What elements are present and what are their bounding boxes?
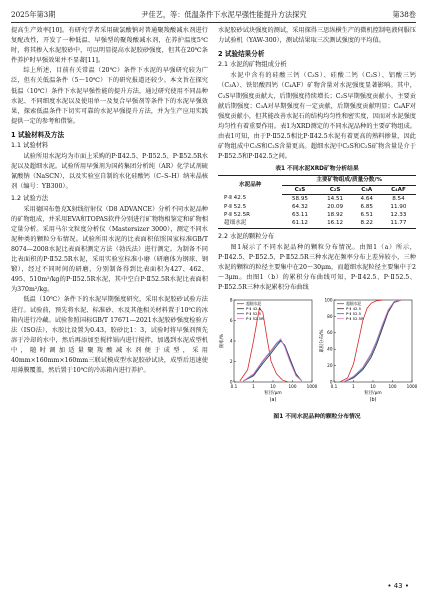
series-line xyxy=(243,339,301,381)
y-tick-label: 40 xyxy=(327,346,333,352)
y-tick-label: 6 xyxy=(229,317,233,323)
y-tick-label: 100 xyxy=(324,297,333,303)
y-tick-label: 4 xyxy=(229,338,233,344)
table-row xyxy=(218,194,416,203)
legend-label: P·Ⅱ 42.5 xyxy=(346,306,362,312)
section-2-2-text: 图1展示了不同水泥品种的颗粒分布情况。由图1（a）所示，P·Ⅱ42.5、P·Ⅱ52.5、P·Ⅱ52.5R三种水泥在频率分布上差异较小，三种水泥的颗粒的粒径主要集中在20～30μm，而超细水泥粒径主要集中于2～3μm。由图1（b）的累积分布曲线可知，P·Ⅱ42.5、P·Ⅱ52.5、P·Ⅱ52.5R三种水泥累积分布曲线 xyxy=(218,243,416,291)
legend-label: P·Ⅱ 52.5 xyxy=(346,311,362,317)
volume-label: 第38卷 xyxy=(392,10,416,19)
table-cell: 58.95 xyxy=(291,195,308,202)
table-col-c3a: C₃A xyxy=(353,185,381,194)
left-column xyxy=(11,26,208,376)
table-cell: P·Ⅱ 42.5 xyxy=(224,195,247,202)
table-cell: 64.32 xyxy=(291,203,308,210)
x-tick-label: 1 xyxy=(252,384,255,390)
chart-b xyxy=(318,296,416,406)
table-cell: 超细水泥 xyxy=(218,219,282,228)
section-2-heading: 2 试验结果分析 xyxy=(218,50,265,59)
x-tick-label: 0.1 xyxy=(330,384,338,390)
x-tick-label: 100 xyxy=(388,384,397,390)
section-1-2-heading: 1.2 试验方法 xyxy=(11,194,49,202)
section-2-2-heading: 2.2 水泥的颗粒分布 xyxy=(218,232,275,240)
section-1-2-text-1: 采用德国布鲁克X射线衍射仪（D8 ADVANCE）分析不同水泥品种的矿物组成，并采用EVA和TOPAS软件分别进行矿物物相鉴定和矿物相定量分析。采用马尔文粒度分析仪（Mastersizer 3000），测定不同水泥种类的颗粒分布情况。试验所用水泥的比表面积依照国家标准GB/T 8074—2008水泥比表面积测定方法（勃氏法）进行测定。为制备不同比表面积的P·Ⅱ52.5R水泥，采用实验室标准小磨（研磨体为钢球、钢锻），经过不同时间的研磨，分别制备得到比表面积为427、462、495、510m²/kg的P·Ⅱ52.5R水泥，其中空白P·Ⅱ52.5R水泥比表面积为370m²/kg。 xyxy=(11,205,208,294)
table-cell: 6.51 xyxy=(360,212,373,219)
panel-label: (b) xyxy=(369,398,377,404)
y-tick-label: 60 xyxy=(327,330,333,336)
table-cell: 63.11 xyxy=(291,212,308,219)
section-2-1-heading: 2.1 水泥的矿物组成分析 xyxy=(218,61,287,69)
section-2-1-text: 水泥中含有的硅酸三钙（C₃S）、硅酸二钙（C₂S）、铝酸三钙（C₃A）、铁铝酸四钙（C₄AF）矿物含量对水泥强度显著影响。其中，C₃S早期强度贡献大，后期强度持续增长；C₂S早期强度贡献小，主要贡献后期强度；C₃A对早期强度有一定贡献，后期强度贡献明显；C₄AF对强度贡献小，但其能改善水泥石的结构均匀性和密实度，因而对水泥强度均匀性有着重要作用。表1为XRD测定的不同水泥品种的主要矿物组成。由表1可知，由于P·Ⅱ52.5相比P·Ⅱ42.5水泥有着更高的熟料掺量，因此矿物组成中C₃S和C₂S含量更高。超细水泥中C₃S和C₂S矿物含量是介于P·Ⅱ52.5和P·Ⅱ42.5之间。 xyxy=(218,72,416,161)
table-cell: 16.12 xyxy=(318,219,353,228)
table-cell: P·Ⅱ 52.5 xyxy=(224,203,247,210)
x-tick-label: 0.1 xyxy=(230,384,238,390)
x-tick-label: 1000 xyxy=(406,384,418,390)
x-axis-label: 粒径/μm xyxy=(264,391,282,397)
right-column xyxy=(218,26,416,422)
y-tick-label: 8 xyxy=(229,297,233,303)
table-cell: 11.77 xyxy=(381,219,416,228)
y-axis-label: 频率/% xyxy=(220,333,225,349)
table-cell: 12.33 xyxy=(390,212,407,219)
x-tick-label: 1000 xyxy=(306,384,318,390)
intro-paragraph-1: 提高生产效率[10]。有研究学者采用硫氯酸钠对普通聚羧酸减水剂进行复配改性，开发了一种低温、早强型的聚羧酸减水剂，在养护温度5℃时，将其掺入水泥胶砂中，可以明显提高水泥胶砂强度，但其在20℃条件养护时早强效果并不显著[11]。 xyxy=(11,27,208,65)
table-cell: 11.90 xyxy=(390,203,407,210)
table-cell: 61.12 xyxy=(282,219,317,228)
table-caption: 表1 不同水泥XRD矿物分析结果 xyxy=(275,166,359,173)
table-header-cement: 水泥品种 xyxy=(218,176,282,194)
table-cell: 8.54 xyxy=(392,195,405,202)
panel-label: (a) xyxy=(269,398,277,404)
table-header-mineral: 主要矿物组成/质量分数/% xyxy=(282,176,416,185)
y-tick-label: 20 xyxy=(327,363,333,369)
legend-label: P·Ⅱ 42.5 xyxy=(246,306,262,312)
y-tick-label: 0 xyxy=(329,379,333,385)
legend-label: P·Ⅱ 52.5R xyxy=(346,316,364,322)
table-cell: 8.22 xyxy=(353,219,381,228)
right-intro: 水泥胶砂试块强度的测试，采用探得三思纵横生产的微机控制电液伺服压力试验机（YAW-300），测试结果取三次测试强度的平均值。 xyxy=(218,27,416,45)
section-1-heading: 1 试验材料及方法 xyxy=(11,130,65,139)
legend-label: P·Ⅱ 52.5 xyxy=(246,311,262,317)
x-tick-label: 100 xyxy=(288,384,297,390)
x-tick-label: 10 xyxy=(370,384,376,390)
page-number: • 43 • xyxy=(387,582,409,590)
y-tick-label: 0 xyxy=(229,379,233,385)
section-1-1-heading: 1.1 试验材料 xyxy=(11,142,49,150)
chart-a xyxy=(218,296,316,406)
x-axis-label: 粒径/μm xyxy=(364,391,382,397)
table-cell: 6.85 xyxy=(360,203,373,210)
table-col-c3s: C₃S xyxy=(282,185,317,194)
table-row xyxy=(218,211,416,219)
xrd-table xyxy=(218,175,416,228)
page-header xyxy=(11,9,416,23)
y-tick-label: 80 xyxy=(327,313,333,319)
x-tick-label: 10 xyxy=(270,384,276,390)
table-cell: 18.92 xyxy=(327,212,344,219)
table-col-c2s: C₂S xyxy=(318,185,353,194)
running-title: 尹佳艺，等：低温条件下水泥早强性能提升方法探究 xyxy=(141,10,307,19)
legend-label: 超细水泥 xyxy=(246,301,262,307)
figure-caption: 图1 不同水泥品种的颗粒分布情况 xyxy=(273,414,361,421)
x-tick-label: 1 xyxy=(352,384,355,390)
section-1-2-text-2: 低温（10℃）条件下的水泥早期强度研究，采用水泥胶砂试验方法进行。试验前，预先将水泥、标准砂、水及其他相关材料置于10℃的冰箱内进行冷藏。试验参照国标GB/T 17671—2021水泥胶砂强度检验方法（ISO法），水胶比设置为0.43，胶砂比1：3，试验时将早强剂预先溶于冷却的水中，然后再添加至搅拌锅内进行搅拌，加遇到水泥成型机中，随时调加适量聚羧酸减水剂便于成型，采用40mm×160mm×160mm三联试模成型水泥胶砂试块，成型后迅速使用薄膜覆盖，然后置于10℃的冷冻箱内进行养护。 xyxy=(11,296,208,375)
table-cell: P·Ⅱ 52.5R xyxy=(224,212,251,219)
table-cell: 14.51 xyxy=(327,195,344,202)
table-row xyxy=(218,203,416,211)
table-cell: 20.09 xyxy=(327,203,344,210)
y-tick-label: 2 xyxy=(229,358,233,364)
legend-label: 超细水泥 xyxy=(346,301,362,307)
intro-paragraph-2: 综上所述，目前有关常温（20℃）条件下水泥的早强研究较为广泛，但有关低温条件（5～10℃）下的研究报道还较少。本文旨在探究低温（10℃）条件下水泥早强性能的提升方法，通过研究使用不同品种水泥、不同细度水泥以及使用单一及复合早强剂等条件下的水泥早强效果，探索低温条件下切实可靠的水泥早强提升方法，并为生产应用实践提供一定的参考和借鉴。 xyxy=(11,67,208,125)
table-cell: 4.64 xyxy=(360,195,373,202)
legend-label: P·Ⅱ 52.5R xyxy=(246,316,264,322)
figure-1 xyxy=(218,296,416,410)
y-axis-label: 累积分布/% xyxy=(320,329,325,353)
section-1-1-text: 试验所用水泥均为市面上采购的P·Ⅱ42.5、P·Ⅱ52.5、P·Ⅱ52.5R水泥以及超细水泥。试验所用早强剂为国药集团分析纯（AR）化学试剂硫氰酸钠（NaSCN），以及实验室自制的水化硅酸钙（C–S–H）纳米晶核剂（编号：YB300）。 xyxy=(11,153,208,191)
issue-label: 2025年第3期 xyxy=(11,10,56,19)
table-row xyxy=(218,219,416,228)
table-col-c4af: C₄AF xyxy=(381,185,416,194)
